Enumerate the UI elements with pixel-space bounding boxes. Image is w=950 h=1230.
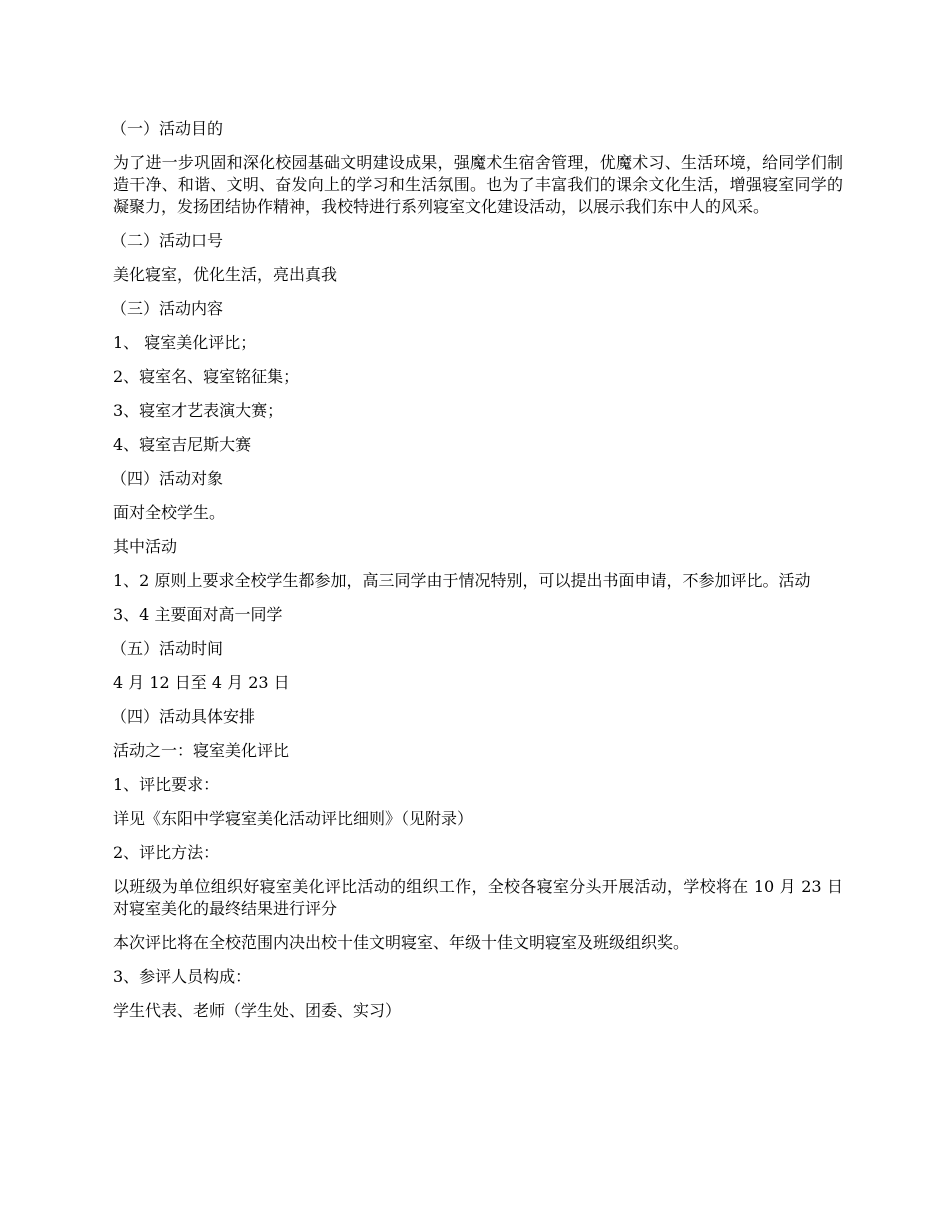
section-heading-time: （五）活动时间 bbox=[111, 639, 224, 658]
audience-note-1-2: 1、2 原则上要求全校学生都参加，高三同学由于情况特别，可以提出书面申请，不参加评比。活动 bbox=[113, 571, 811, 590]
section-heading-schedule: （四）活动具体安排 bbox=[111, 707, 256, 726]
section-heading-purpose: （一）活动目的 bbox=[111, 119, 224, 138]
time-text: 4 月 12 日至 4 月 23 日 bbox=[113, 673, 290, 692]
content-item-2: 2、寝室名、寝室铭征集； bbox=[113, 367, 300, 386]
judges-text: 学生代表、老师（学生处、团委、实习） bbox=[113, 1001, 402, 1020]
content-item-1: 1、 寝室美化评比； bbox=[113, 333, 257, 352]
judges-label: 3、参评人员构成： bbox=[113, 967, 252, 986]
audience-note-3-4: 3、4 主要面对高一同学 bbox=[113, 605, 283, 624]
content-item-3: 3、寝室才艺表演大赛； bbox=[113, 401, 284, 420]
document-page bbox=[113, 118, 843, 1034]
criteria-text: 详见《东阳中学寝室美化活动评比细则》（见附录） bbox=[113, 809, 474, 828]
slogan-text: 美化寝室，优化生活，亮出真我 bbox=[113, 265, 338, 284]
awards-text: 本次评比将在全校范围内决出校十佳文明寝室、年级十佳文明寝室及班级组织奖。 bbox=[113, 933, 690, 952]
purpose-paragraph: 为了进一步巩固和深化校园基础文明建设成果，强魔术生宿舍管理，优魔术习、生活环境，给同学们制造干净、和谐、文明、奋发向上的学习和生活氛围。也为了丰富我们的课余文化生活，增强寝室同学的凝聚力，发扬团结协作精神，我校特进行系列寝室文化建设活动，以展示我们东中人的风采。 bbox=[113, 153, 843, 216]
criteria-label: 1、评比要求： bbox=[113, 775, 220, 794]
method-label: 2、评比方法： bbox=[113, 843, 220, 862]
content-item-4: 4、寝室吉尼斯大赛 bbox=[113, 435, 252, 454]
section-heading-slogan: （二）活动口号 bbox=[111, 231, 224, 250]
activity-one-title: 活动之一：寝室美化评比 bbox=[113, 741, 290, 760]
audience-text: 面对全校学生。 bbox=[113, 503, 226, 522]
method-text: 以班级为单位组织好寝室美化评比活动的组织工作，全校各寝室分头开展活动，学校将在 10 月 23 日对寝室美化的最终结果进行评分 bbox=[113, 877, 843, 918]
section-heading-audience: （四）活动对象 bbox=[111, 469, 224, 488]
audience-note-intro: 其中活动 bbox=[113, 537, 178, 556]
section-heading-content: （三）活动内容 bbox=[111, 299, 224, 318]
